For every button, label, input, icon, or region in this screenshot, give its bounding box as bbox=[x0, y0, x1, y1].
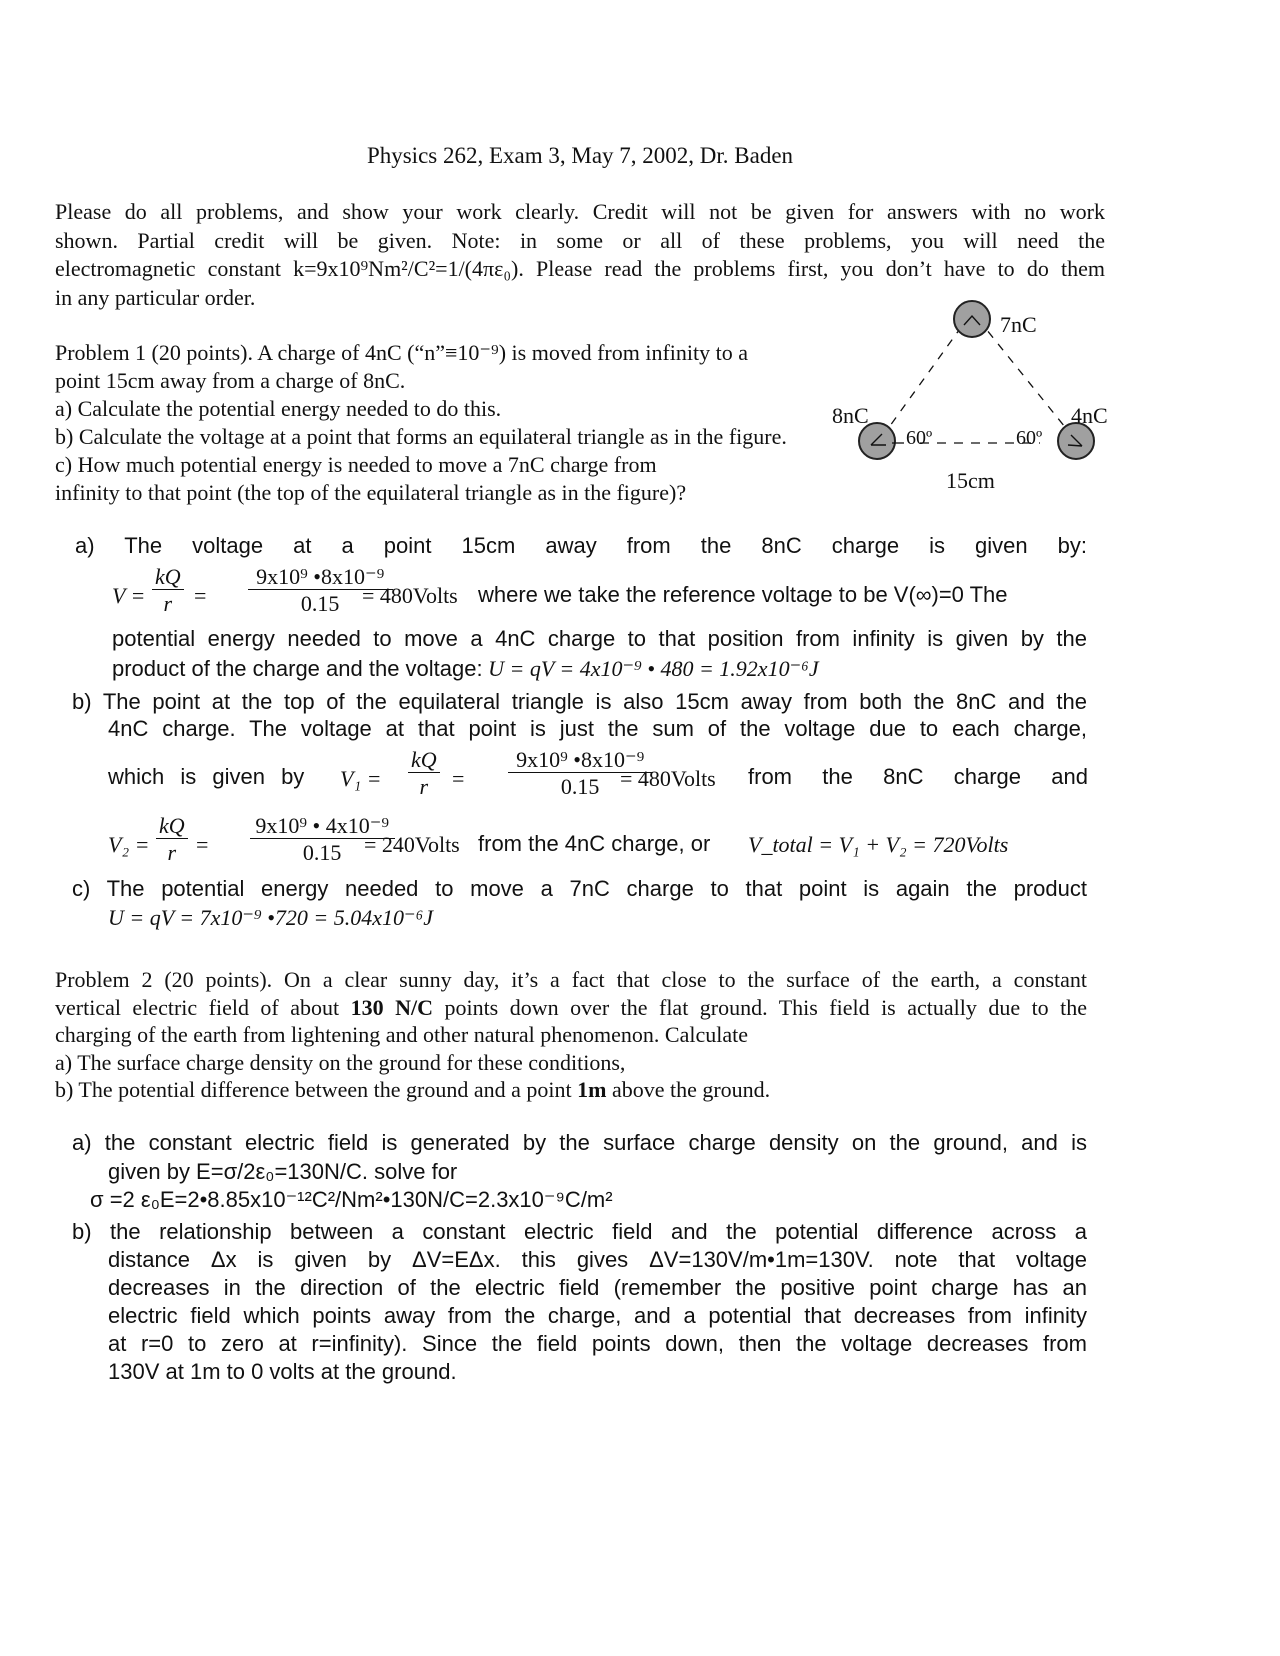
answer1b-line2: 4nC charge. The voltage at that point is just the sum of the voltage due to each charge, bbox=[108, 716, 1087, 741]
answer1a-line3: potential energy needed to move a 4nC charge to that position from infinity is given by the bbox=[112, 626, 1087, 651]
v2-numerator: 9x10⁹ • 4x10⁻⁹ bbox=[250, 814, 395, 839]
problem2-part-b-text: b) The potential difference between the ground and a point bbox=[55, 1077, 572, 1102]
v2-denominator: r bbox=[167, 840, 177, 866]
problem1-statement bbox=[55, 339, 787, 507]
problem2-part-a: a) The surface charge density on the ground for these conditions, bbox=[55, 1049, 626, 1075]
problem2-answer-a bbox=[72, 1129, 1087, 1215]
v1-after: from the 8nC charge and bbox=[748, 764, 1088, 789]
problem2-line2-a: vertical electric field of about bbox=[55, 994, 340, 1020]
label-7nc: 7nC bbox=[1000, 312, 1037, 337]
label-left-angle: 60º bbox=[906, 427, 933, 449]
answer2b-line: b) the relationship between a constant electric field and the potential difference across a bbox=[72, 1219, 1087, 1244]
answer2a-formula: σ =2 ε₀E=2•8.85x10⁻¹²C²/Nm²•130N/C=2.3x10⁻⁹C/m² bbox=[90, 1187, 613, 1212]
answer1a-line1: a) The voltage at a point 15cm away from the 8nC charge is given by: bbox=[75, 533, 1087, 558]
answer2b-line: 130V at 1m to 0 volts at the ground. bbox=[108, 1359, 457, 1384]
charge-7nc-circle bbox=[954, 301, 990, 337]
answer1b-v1-equation bbox=[108, 748, 1088, 810]
problem2-answer-b bbox=[72, 1218, 1087, 1386]
problem1-part-c: c) How much potential energy is needed to move a 7nC charge from bbox=[55, 452, 657, 477]
answer2b-line: electric field which points away from the charge, and a potential that decreases from infinity bbox=[108, 1303, 1087, 1328]
eq-after-text: where we take the reference voltage to be V(∞)=0 The bbox=[478, 582, 1008, 607]
equilateral-triangle-figure bbox=[832, 295, 1140, 505]
which-text: which is given by bbox=[108, 764, 305, 789]
answer1b-line1: b) The point at the top of the equilateral triangle is also 15cm away from both the 8nC and the bbox=[72, 689, 1087, 714]
problem2-line: Problem 2 (20 points). On a clear sunny day, it’s a fact that close to the surface of the earth, a constant bbox=[55, 967, 1087, 992]
problem2-line bbox=[55, 994, 1087, 1022]
eq-numerator: kQ bbox=[152, 565, 184, 590]
v2-lhs: V₂ = bbox=[108, 832, 150, 857]
label-right-angle: 60º bbox=[1016, 427, 1043, 449]
answer1c-line1: c) The potential energy needed to move a 7nC charge to that point is again the product bbox=[72, 876, 1087, 901]
eq-result: = 480Volts bbox=[362, 583, 458, 608]
v-total-formula: V_total = V₁ + V₂ = 720Volts bbox=[748, 832, 1009, 857]
v1-numerator: kQ bbox=[408, 748, 440, 773]
problem2-line: charging of the earth from lightening and other natural phenomenon. Calculate bbox=[55, 1022, 748, 1047]
v2-fraction-kq-r bbox=[156, 814, 188, 867]
eq-denominator: r bbox=[163, 591, 173, 617]
eq-equals: = bbox=[194, 583, 207, 608]
page-title: Physics 262, Exam 3, May 7, 2002, Dr. Baden bbox=[366, 143, 794, 168]
answer2b-line: distance Δx is given by ΔV=EΔx. this gives ΔV=130V/m•1m=130V. note that voltage bbox=[108, 1247, 1087, 1272]
answer2b-line: at r=0 to zero at r=infinity). Since the field points down, then the voltage decreases from bbox=[108, 1331, 1087, 1356]
v2-numerator: kQ bbox=[156, 814, 188, 839]
problem1-line: Problem 1 (20 points). A charge of 4nC (“n”≡10⁻⁹) is moved from infinity to a bbox=[55, 340, 749, 365]
v2-denominator: 0.15 bbox=[302, 840, 342, 866]
problem2-statement bbox=[55, 966, 1087, 1104]
v1-equals: = bbox=[452, 766, 465, 791]
intro-line: shown. Partial credit will be given. Note: in some or all of these problems, you will need the bbox=[55, 227, 1105, 253]
answer1a-line4-text: product of the charge and the voltage: bbox=[112, 656, 483, 681]
problem2-line2-c: points down over the flat ground. This field is actually due to the bbox=[444, 994, 1088, 1020]
answer2a-line: given by E=σ/2ε₀=130N/C. solve for bbox=[108, 1158, 458, 1184]
problem2-part-b bbox=[55, 1076, 1087, 1104]
intro-line: electromagnetic constant k=9x10⁹Nm²/C²=1/(4πε₀). Please read the problems first, you don’t have to do them bbox=[55, 256, 1105, 281]
answer1a-line4 bbox=[112, 656, 819, 682]
answer1a-line4-formula: U = qV = 4x10⁻⁹ • 480 = 1.92x10⁻⁶J bbox=[488, 656, 819, 681]
eq-fraction-kq-r bbox=[152, 565, 184, 618]
answer2a-line: a) the constant electric field is generated by the surface charge density on the ground, and is bbox=[72, 1130, 1087, 1155]
charge-4nc-circle bbox=[1058, 423, 1094, 459]
eq-lhs-v: V = bbox=[112, 583, 146, 608]
problem1-part-a: a) Calculate the potential energy needed to do this. bbox=[55, 396, 502, 421]
v1-result: = 480Volts bbox=[620, 766, 716, 791]
answer1b-v2-equation bbox=[108, 814, 1088, 876]
v1-numerator: 9x10⁹ •8x10⁻⁹ bbox=[508, 748, 653, 773]
left-side-dashed bbox=[882, 319, 967, 437]
v1-lhs: V₁ = bbox=[340, 766, 382, 791]
problem1-line: point 15cm away from a charge of 8nC. bbox=[55, 368, 406, 393]
intro-line: Please do all problems, and show your work clearly. Credit will not be given for answers with no work bbox=[55, 199, 1105, 224]
label-8nc: 8nC bbox=[832, 403, 869, 428]
v2-after: from the 4nC charge, or bbox=[478, 831, 711, 856]
label-base-length: 15cm bbox=[946, 468, 995, 493]
problem1-part-b: b) Calculate the voltage at a point that forms an equilateral triangle as in the figure. bbox=[55, 424, 787, 449]
problem2-part-b-text2: above the ground. bbox=[611, 1077, 771, 1102]
v1-fraction-kq-r bbox=[408, 748, 440, 801]
v2-result: = 240Volts bbox=[364, 832, 460, 857]
v1-denominator: 0.15 bbox=[560, 774, 600, 800]
label-4nc: 4nC bbox=[1071, 403, 1108, 428]
problem1-part-c-cont: infinity to that point (the top of the equilateral triangle as in the figure)? bbox=[55, 480, 687, 505]
eq-numerator: 9x10⁹ •8x10⁻⁹ bbox=[248, 565, 393, 590]
v1-denominator: r bbox=[419, 774, 429, 800]
answer2b-line: decreases in the direction of the electric field (remember the positive point charge has an bbox=[108, 1275, 1087, 1300]
eq-denominator: 0.15 bbox=[300, 591, 340, 617]
charge-8nc-circle bbox=[859, 423, 895, 459]
answer1c-formula: U = qV = 7x10⁻⁹ •720 = 5.04x10⁻⁶J bbox=[108, 905, 433, 930]
problem2-field-value: 130 N/C bbox=[350, 994, 433, 1020]
intro-line: in any particular order. bbox=[55, 284, 256, 310]
problem2-part-b-distance: 1m bbox=[577, 1077, 607, 1102]
v2-equals: = bbox=[196, 832, 209, 857]
answer1a-equation bbox=[112, 565, 1092, 625]
